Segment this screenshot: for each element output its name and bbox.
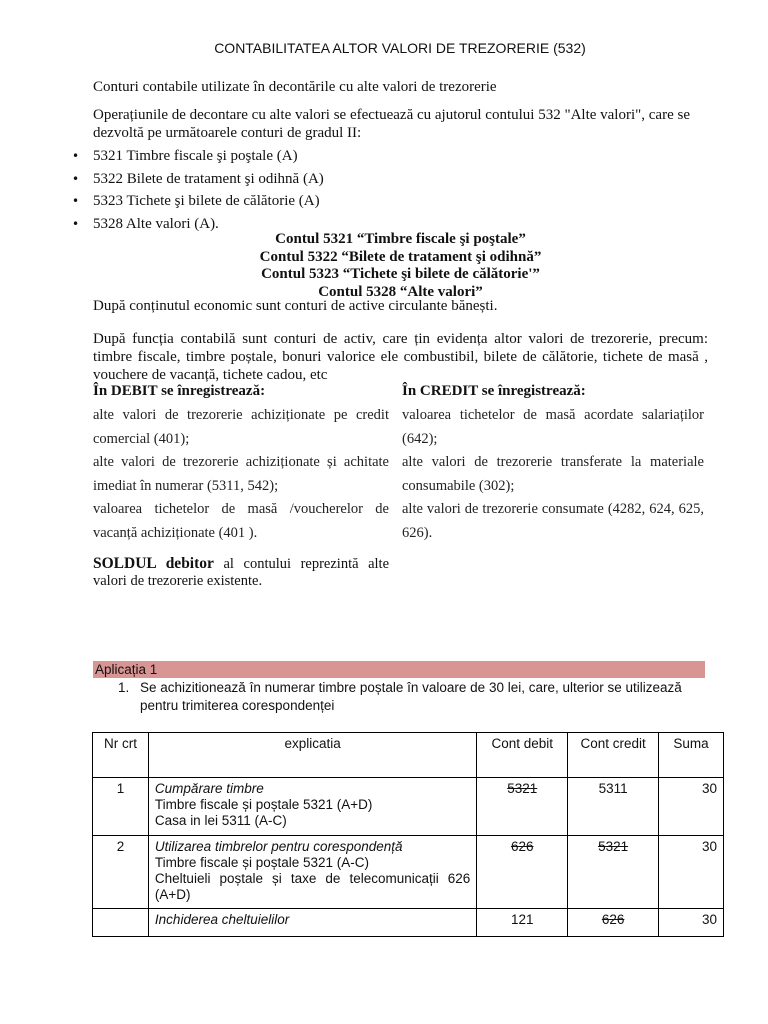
list-item: • 5321 Timbre fiscale şi poştale (A) (72, 145, 324, 168)
debit-item: alte valori de trezorerie achiziționate și achitate imediat în numerar (5311, 542); (93, 454, 389, 494)
row-title: Cumpărare timbre (154, 781, 264, 796)
credit-value: 5321 (598, 839, 629, 854)
table-header-row (93, 733, 724, 778)
application-header: Aplicația 1 (93, 661, 705, 678)
debit-value: 121 (510, 912, 534, 927)
row-number (93, 909, 149, 937)
task-text: Se achizitionează în numerar timbre poștale în valoare de 30 lei, care, ulterior se utilizează pentru trimiterea corespondenței (140, 680, 682, 713)
row-number: 2 (93, 836, 149, 909)
sold-text: al contului reprezintă alte valori de trezorerie existente. (93, 556, 390, 589)
row-explanation (148, 909, 476, 937)
account-title: Contul 5328 “Alte valori” (318, 283, 483, 300)
account-titles (93, 231, 708, 301)
credit-value: 5311 (598, 781, 628, 796)
row-credit (568, 778, 659, 836)
row-line: Timbre fiscale și poștale 5321 (A-C) (154, 855, 369, 870)
header-cont-debit: Cont debit (477, 733, 568, 778)
row-line: Casa in lei 5311 (A-C) (154, 813, 287, 828)
debit-item: valoarea tichetelor de masă /voucherelor de vacanță achiziționate (401 ). (93, 501, 389, 541)
section-subtitle: Conturi contabile utilizate în decontările cu alte valori de trezorerie (93, 79, 497, 95)
list-item: • 5328 Alte valori (A). (72, 213, 324, 236)
row-number: 1 (93, 778, 149, 836)
debit-item: alte valori de trezorerie achiziționate pe credit comercial (401); (93, 407, 389, 447)
sold-label: SOLDUL debitor (93, 555, 214, 572)
account-title: Contul 5322 “Bilete de tratament şi odihnă” (259, 248, 542, 265)
account-title: Contul 5323 “Tichete şi bilete de călătorie'” (261, 266, 540, 282)
table-row (93, 836, 724, 909)
credit-item: alte valori de trezorerie transferate la materiale consumabile (302); (402, 454, 704, 494)
journal-table (92, 732, 724, 937)
table-row (93, 909, 724, 937)
row-line: Timbre fiscale și poștale 5321 (A+D) (154, 797, 373, 812)
list-item: • 5322 Bilete de tratament şi odihnă (A) (72, 168, 324, 191)
row-amount: 30 (659, 778, 724, 836)
row-debit (477, 836, 568, 909)
sold-paragraph (93, 555, 389, 590)
header-nr: Nr crt (93, 733, 149, 778)
debit-heading: În DEBIT se înregistrează: (93, 383, 266, 399)
row-credit (568, 909, 659, 937)
credit-column (402, 404, 704, 545)
row-amount: 30 (659, 836, 724, 909)
page-title: CONTABILITATEA ALTOR VALORI DE TREZORERIE (532) (214, 40, 586, 56)
row-explanation (148, 836, 476, 909)
header-suma: Suma (659, 733, 724, 778)
intro-paragraph: Operațiunile de decontare cu alte valori se efectuează cu ajutorul contului 532 "Alte valori", care se dezvoltă pe următoarele conturi de gradul II: (93, 107, 690, 141)
economic-content-paragraph: După conținutul economic sunt conturi de active circulante bănești. (93, 298, 498, 314)
task-number: 1. (118, 680, 130, 695)
credit-item: alte valori de trezorerie consumate (4282, 624, 625, 626). (402, 501, 704, 541)
row-title: Utilizarea timbrelor pentru corespondență (154, 839, 403, 854)
row-credit (568, 836, 659, 909)
accounting-function-paragraph: După funcția contabilă sunt conturi de activ, care țin evidența altor valori de trezorerie, precum: timbre fiscale, timbre poștale, bonuri valorice ele combustibil, bilete de călătorie, tichete de masă , vouchere de vacanță, tichete cadou, etc (93, 331, 708, 383)
account-title: Contul 5321 “Timbre fiscale şi poştale” (275, 231, 526, 247)
row-line: Cheltuieli poștale și taxe de telecomunicații 626 (A+D) (154, 871, 471, 902)
debit-value: 5321 (507, 781, 538, 796)
row-amount: 30 (659, 909, 724, 937)
list-item: • 5323 Tichete şi bilete de călătorie (A) (72, 190, 324, 213)
row-explanation (148, 778, 476, 836)
credit-item: valoarea tichetelor de masă acordate salariaților (642); (402, 407, 704, 447)
table-row (93, 778, 724, 836)
row-debit (477, 778, 568, 836)
account-list (72, 145, 324, 235)
credit-heading: În CREDIT se înregistrează: (402, 383, 586, 399)
row-debit (477, 909, 568, 937)
header-cont-credit: Cont credit (568, 733, 659, 778)
debit-value: 626 (510, 839, 534, 854)
debit-column (93, 404, 389, 545)
header-explicatia: explicatia (148, 733, 476, 778)
credit-value: 626 (601, 912, 625, 927)
row-title: Inchiderea cheltuielilor (154, 912, 290, 927)
